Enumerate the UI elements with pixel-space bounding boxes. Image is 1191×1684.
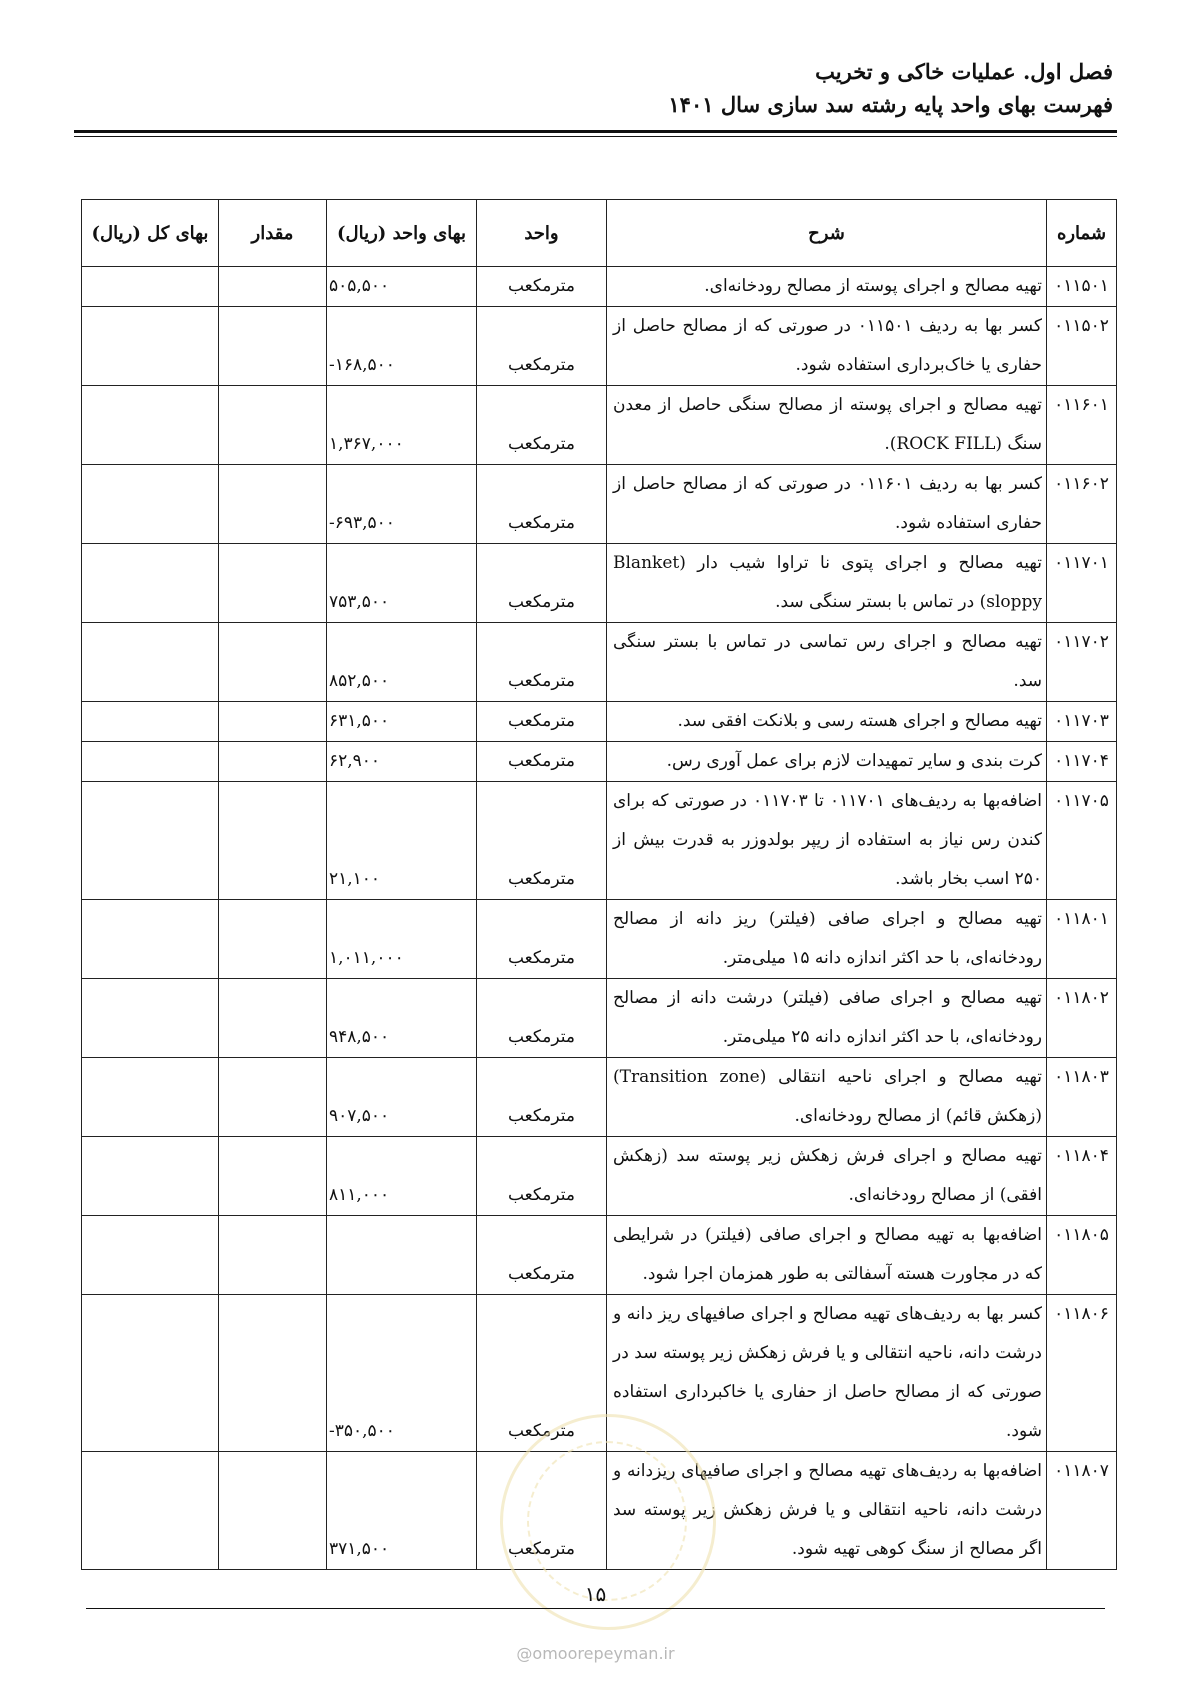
row-quantity — [219, 742, 327, 782]
row-unit: مترمکعب — [477, 1216, 607, 1295]
row-number: ۰۱۱۸۰۶ — [1047, 1295, 1117, 1452]
row-description: تهیه مصالح و اجرای هسته رسی و بلانکت افقی سد. — [607, 702, 1047, 742]
row-description: تهیه مصالح و اجرای پوسته از مصالح رودخانه‌ای. — [607, 267, 1047, 307]
page-header — [78, 56, 1113, 122]
table-row — [82, 465, 1117, 544]
table-header-row — [82, 200, 1117, 267]
row-quantity — [219, 623, 327, 702]
table-row — [82, 702, 1117, 742]
row-unit: مترمکعب — [477, 267, 607, 307]
row-description: تهیه مصالح و اجرای صافی (فیلتر) درشت دانه از مصالح رودخانه‌ای، با حد اکثر اندازه دانه ۲۵ میلی‌متر. — [607, 979, 1047, 1058]
table-row — [82, 267, 1117, 307]
row-unit: مترمکعب — [477, 623, 607, 702]
row-unit-price: ۸۱۱,۰۰۰ — [327, 1137, 477, 1216]
table-row — [82, 1058, 1117, 1137]
column-header-quantity: مقدار — [219, 200, 327, 267]
row-quantity — [219, 782, 327, 900]
watermark-seal-ring — [527, 1441, 687, 1601]
table-row — [82, 1137, 1117, 1216]
row-number: ۰۱۱۸۰۷ — [1047, 1452, 1117, 1570]
row-unit-price: ۸۵۲,۵۰۰ — [327, 623, 477, 702]
footer-rule — [86, 1608, 1105, 1609]
row-total-price — [82, 782, 219, 900]
row-total-price — [82, 900, 219, 979]
row-quantity — [219, 1058, 327, 1137]
row-unit-price: ۱,۳۶۷,۰۰۰ — [327, 386, 477, 465]
row-unit-price: ۹۴۸,۵۰۰ — [327, 979, 477, 1058]
row-description: کسر بها به ردیف ۰۱۱۶۰۱ در صورتی که از مصالح حاصل از حفاری استفاده شود. — [607, 465, 1047, 544]
row-unit-price: ۱,۰۱۱,۰۰۰ — [327, 900, 477, 979]
row-total-price — [82, 1295, 219, 1452]
row-number: ۰۱۱۷۰۲ — [1047, 623, 1117, 702]
row-number: ۰۱۱۸۰۲ — [1047, 979, 1117, 1058]
row-number: ۰۱۱۶۰۱ — [1047, 386, 1117, 465]
row-quantity — [219, 979, 327, 1058]
row-number: ۰۱۱۷۰۳ — [1047, 702, 1117, 742]
row-quantity — [219, 1137, 327, 1216]
row-quantity — [219, 465, 327, 544]
row-unit-price: -۶۹۳,۵۰۰ — [327, 465, 477, 544]
row-total-price — [82, 702, 219, 742]
row-unit-price: ۲۱,۱۰۰ — [327, 782, 477, 900]
row-number: ۰۱۱۸۰۳ — [1047, 1058, 1117, 1137]
row-description: اضافه‌بها به ردیف‌های ۰۱۱۷۰۱ تا ۰۱۱۷۰۳ در صورتی که برای کندن رس نیاز به استفاده از ریپر بولدوزر به قدرت بیش از ۲۵۰ اسب بخار باشد. — [607, 782, 1047, 900]
column-header-description: شرح — [607, 200, 1047, 267]
row-unit: مترمکعب — [477, 544, 607, 623]
row-total-price — [82, 465, 219, 544]
row-unit: مترمکعب — [477, 742, 607, 782]
row-unit: مترمکعب — [477, 782, 607, 900]
row-number: ۰۱۱۷۰۵ — [1047, 782, 1117, 900]
row-description: کرت بندی و سایر تمهیدات لازم برای عمل آوری رس. — [607, 742, 1047, 782]
row-number: ۰۱۱۵۰۱ — [1047, 267, 1117, 307]
row-unit: مترمکعب — [477, 1295, 607, 1452]
row-unit: مترمکعب — [477, 702, 607, 742]
row-unit: مترمکعب — [477, 1137, 607, 1216]
row-number: ۰۱۱۷۰۴ — [1047, 742, 1117, 782]
row-description: کسر بها به ردیف‌های تهیه مصالح و اجرای صافیهای ریز دانه و درشت دانه، ناحیه انتقالی و یا فرش زهکش زیر پوسته سد در صورتی که از مصالح حاصل از حفاری یا خاکبرداری استفاده شود. — [607, 1295, 1047, 1452]
row-number: ۰۱۱۸۰۱ — [1047, 900, 1117, 979]
header-rule-thin — [74, 136, 1117, 137]
row-total-price — [82, 1137, 219, 1216]
row-total-price — [82, 1452, 219, 1570]
row-description: اضافه‌بها به ردیف‌های تهیه مصالح و اجرای صافیهای ریزدانه و درشت دانه، ناحیه انتقالی و یا فرش زهکش زیر پوسته سد اگر مصالح از سنگ کوهی تهیه شود. — [607, 1452, 1047, 1570]
row-total-price — [82, 1058, 219, 1137]
row-unit-price: ۵۰۵,۵۰۰ — [327, 267, 477, 307]
table-row — [82, 742, 1117, 782]
row-total-price — [82, 267, 219, 307]
row-quantity — [219, 544, 327, 623]
row-total-price — [82, 307, 219, 386]
row-unit: مترمکعب — [477, 307, 607, 386]
row-unit-price: ۶۳۱,۵۰۰ — [327, 702, 477, 742]
row-description: تهیه مصالح و اجرای رس تماسی در تماس با بستر سنگی سد. — [607, 623, 1047, 702]
row-unit: مترمکعب — [477, 465, 607, 544]
row-quantity — [219, 1295, 327, 1452]
table-row — [82, 1216, 1117, 1295]
row-quantity — [219, 702, 327, 742]
row-quantity — [219, 267, 327, 307]
row-number: ۰۱۱۸۰۵ — [1047, 1216, 1117, 1295]
row-unit: مترمکعب — [477, 979, 607, 1058]
row-description: تهیه مصالح و اجرای صافی (فیلتر) ریز دانه از مصالح رودخانه‌ای، با حد اکثر اندازه دانه ۱۵ میلی‌متر. — [607, 900, 1047, 979]
column-header-total-price: بهای کل (ریال) — [82, 200, 219, 267]
row-total-price — [82, 1216, 219, 1295]
row-unit-price: -۱۶۸,۵۰۰ — [327, 307, 477, 386]
row-total-price — [82, 623, 219, 702]
row-number: ۰۱۱۷۰۱ — [1047, 544, 1117, 623]
row-description: تهیه مصالح و اجرای پوسته از مصالح سنگی حاصل از معدن سنگ (ROCK FILL). — [607, 386, 1047, 465]
row-description: اضافه‌بها به تهیه مصالح و اجرای صافی (فیلتر) در شرایطی که در مجاورت هسته آسفالتی به طور همزمان اجرا شود. — [607, 1216, 1047, 1295]
row-number: ۰۱۱۶۰۲ — [1047, 465, 1117, 544]
row-unit-price — [327, 1216, 477, 1295]
document-subtitle: فهرست بهای واحد پایه رشته سد سازی سال ۱۴۰۱ — [668, 92, 1113, 117]
row-quantity — [219, 1216, 327, 1295]
row-quantity — [219, 386, 327, 465]
row-description: تهیه مصالح و اجرای ناحیه انتقالی (Transition zone) (زهکش قائم) از مصالح رودخانه‌ای. — [607, 1058, 1047, 1137]
table-row — [82, 979, 1117, 1058]
table-row — [82, 900, 1117, 979]
row-unit: مترمکعب — [477, 1452, 607, 1570]
row-unit: مترمکعب — [477, 900, 607, 979]
row-unit-price: ۳۷۱,۵۰۰ — [327, 1452, 477, 1570]
price-list-table — [81, 199, 1117, 1570]
row-unit-price: ۶۲,۹۰۰ — [327, 742, 477, 782]
row-quantity — [219, 900, 327, 979]
row-description: تهیه مصالح و اجرای فرش زهکش زیر پوسته سد (زهکش افقی) از مصالح رودخانه‌ای. — [607, 1137, 1047, 1216]
row-total-price — [82, 386, 219, 465]
row-description: کسر بها به ردیف ۰۱۱۵۰۱ در صورتی که از مصالح حاصل از حفاری یا خاک‌برداری استفاده شود. — [607, 307, 1047, 386]
row-description: تهیه مصالح و اجرای پتوی نا تراوا شیب دار (Blanket sloppy) در تماس با بستر سنگی سد. — [607, 544, 1047, 623]
table-row — [82, 307, 1117, 386]
row-total-price — [82, 742, 219, 782]
row-number: ۰۱۱۵۰۲ — [1047, 307, 1117, 386]
table-row — [82, 782, 1117, 900]
chapter-title: فصل اول. عملیات خاکی و تخریب — [815, 59, 1113, 84]
row-unit: مترمکعب — [477, 1058, 607, 1137]
row-total-price — [82, 544, 219, 623]
table-row — [82, 623, 1117, 702]
page-number: ۱۵ — [584, 1582, 607, 1606]
column-header-unit-price: بهای واحد (ریال) — [327, 200, 477, 267]
row-quantity — [219, 307, 327, 386]
row-unit-price: ۷۵۳,۵۰۰ — [327, 544, 477, 623]
table-row — [82, 544, 1117, 623]
row-total-price — [82, 979, 219, 1058]
row-unit: مترمکعب — [477, 386, 607, 465]
row-unit-price: ۹۰۷,۵۰۰ — [327, 1058, 477, 1137]
row-quantity — [219, 1452, 327, 1570]
row-number: ۰۱۱۸۰۴ — [1047, 1137, 1117, 1216]
table-row — [82, 386, 1117, 465]
row-unit-price: -۳۵۰,۵۰۰ — [327, 1295, 477, 1452]
column-header-number: شماره — [1047, 200, 1117, 267]
column-header-unit: واحد — [477, 200, 607, 267]
header-rule-thick — [74, 130, 1117, 133]
website-watermark: @omoorepeyman.ir — [516, 1644, 675, 1663]
